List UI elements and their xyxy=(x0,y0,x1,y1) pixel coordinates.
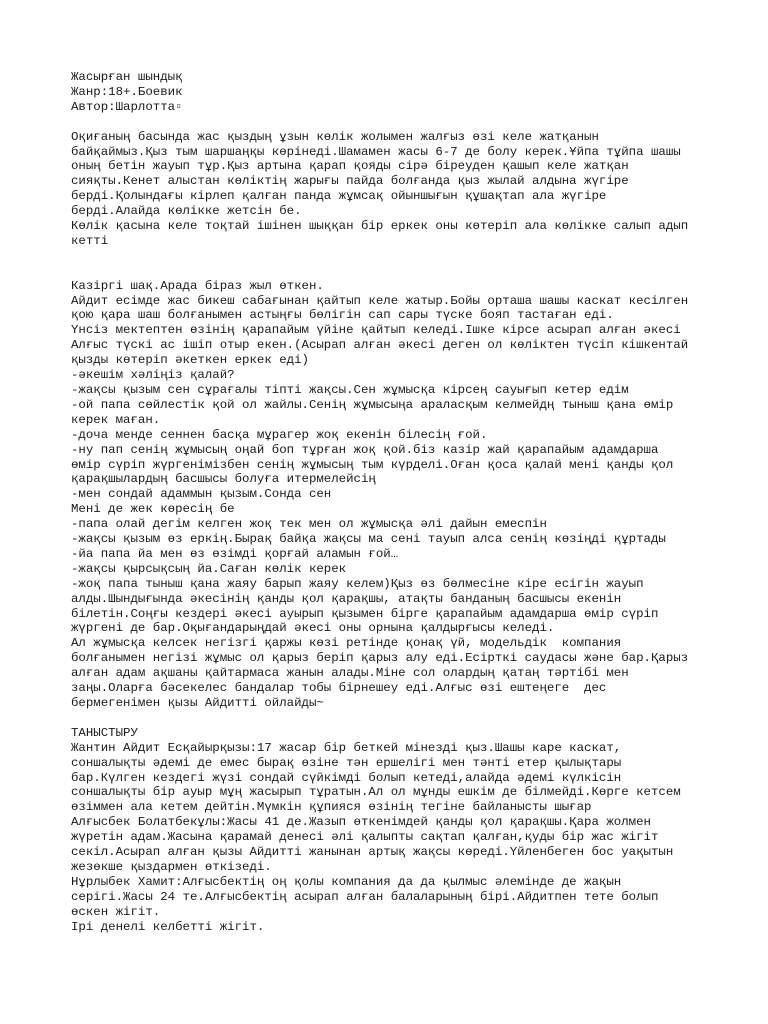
text-line: бермегенімен қызы Айдитті ойлайды~ xyxy=(71,696,324,711)
text-line: алған адам ақшаны қайтармаса жанын алады.Міне сол олардың қатаң тәртібі мен xyxy=(71,666,629,681)
text-line: Мені де жек көресің бе xyxy=(71,502,235,517)
text-line: оның бетін жауып тұр.Қыз артына қарап қояды сірә біреуден қашып келе жатқан xyxy=(71,159,629,174)
text-line: бар.Күлген кездегі жүзі сондай сүйкімді болып кетеді,алайда әдемі күлкісін xyxy=(71,770,622,785)
spacer xyxy=(71,115,711,130)
text-line: қою қара шаш болғанымен астыңғы бөлігін сап сары түске бояп тастаған еді. xyxy=(71,308,614,323)
text-line: Нұрлыбек Хамит:Алғысбектің оң қолы компания да да қылмыс әлемінде де жақын xyxy=(71,874,622,889)
text-line: Жантин Айдит Есқайырқызы:17 жасар бір беткей мінезді қыз.Шашы каре каскат, xyxy=(71,740,622,755)
prologue-section xyxy=(71,130,711,249)
text-line: серігі.Жасы 24 те.Алғысбектің асырап алған балаларының бірі.Айдитпен тете болып xyxy=(71,889,659,904)
text-line: секіл.Асырап алған қызы Айдитті жанынан артық жақсы көреді.Үйленбеген бос уақытын xyxy=(71,845,674,860)
document-page xyxy=(71,70,711,935)
spacer xyxy=(71,249,711,264)
text-line: -папа олай дегім келген жоқ тек мен ол жұмысқа әлі дайын емеспін xyxy=(71,517,547,532)
section-heading: ТАНЫСТЫРУ xyxy=(71,725,138,740)
text-line: қызды көтеріп әкеткен еркек еді) xyxy=(71,353,309,368)
text-line: болғанымен негізі жұмыс ол қарыз беріп қарыз алу еді.Есірткі саудасы және бар.Қарыз xyxy=(71,651,689,666)
text-line: өмір сүріп жүргенімізбен сенің жұмысың тым күрделі.Оған қоса қалай мені қанды қол xyxy=(71,457,674,472)
intro-section xyxy=(71,726,711,935)
text-line: жүретін адам.Жасына қарамай денесі әлі қалыпты сақтап қалған,қуды бір жас жігіт xyxy=(71,830,659,845)
text-line: сияқты.Кенет алыстан көліктің жарығы пайда болғанда қыз жылай алдына жүгіре xyxy=(71,174,629,189)
text-line: Ірі денелі келбетті жігіт. xyxy=(71,919,265,934)
text-line: Ал жұмысқа келсек негізгі қаржы көзі ретінде қонақ үй, модельдік компания xyxy=(71,636,622,651)
text-line: Айдит есімде жас бикеш сабағынан қайтып келе жатыр.Бойы орташа шашы каскат кесілген xyxy=(71,293,689,308)
text-line: -жақсы қырсықсың йа.Саған көлік керек xyxy=(71,561,347,576)
text-line: байқаймыз.Қыз тым шаршаңқы көрінеді.Шамамен жасы 6-7 де болу керек.Ұйпа тұйпа шашы xyxy=(71,144,681,159)
text-line: -жақсы қызым сен сұрағалы тіпті жақсы.Сен жұмысқа кірсең сауығып кетер едім xyxy=(71,382,629,397)
story-author: Автор:Шарлотта▫ xyxy=(71,99,183,114)
text-line: соншалықты бір ауыр мұң жасырып тұратын.Ал ол мұнды ешкім де білмейді.Көрге кетсем xyxy=(71,785,681,800)
text-line: -ой папа сөйлестік қой ол жайлы.Сенің жұмысыңа араласқым келмейдң тыныш қана өмір xyxy=(71,397,674,412)
text-line: Алғысбек Болатбекұлы:Жасы 41 де.Жазып өткенімдей қанды қол қарақшы.Қара жолмен xyxy=(71,815,651,830)
text-line: Казіргі шақ.Арада біраз жыл өткен. xyxy=(71,278,324,293)
text-line: өскен жігіт. xyxy=(71,904,161,919)
text-line: -доча менде сеннен басқа мұрагер жоқ екенін білесің ғой. xyxy=(71,427,488,442)
story-genre: Жанр:18+.Боевик xyxy=(71,84,183,99)
text-line: білетін.Соңғы кездері әкесі ауырып қызымен бірге қарапайым адамдарша өмір сүріп xyxy=(71,606,659,621)
text-line: -жоқ папа тыныш қана жаяу барып жаяу келем)Қыз өз бөлмесіне кіре есігін жауып xyxy=(71,576,644,591)
text-line: алды.Шындығында әкесінің қанды қол қарақшы, атақты банданың басшысы екенін xyxy=(71,591,622,606)
spacer xyxy=(71,264,711,279)
present-section xyxy=(71,279,711,711)
text-line: өзіммен ала кетем дейтін.Мүмкін құпияся өзінің тегіне байланысты шығар xyxy=(71,800,592,815)
text-line: заңы.Оларға бәсекелес бандалар тобы бірнешеу еді.Алғыс өзі ештеңеге дес xyxy=(71,681,607,696)
text-line: кетті xyxy=(71,233,109,248)
text-line: керек маған. xyxy=(71,412,161,427)
text-line: -ну пап сенің жұмысың оңай боп тұрған жоқ қой.біз казір жай қарапайым адамдарша xyxy=(71,442,659,457)
text-line: Алғыс түскі ас ішіп отыр екен.(Асырап алған әкесі деген ол көліктен түсіп кішкентай xyxy=(71,338,689,353)
text-line: -жақсы қызым өз еркің.Бырақ байқа жақсы ма сені тауып алса сенің көзіңді құртады xyxy=(71,532,666,547)
text-line: қарақшылардың басшысы болуға итермелейсің xyxy=(71,472,376,487)
text-line: -әкешім хәліңіз қалай? xyxy=(71,368,235,383)
text-line: жезөкше қыздармен өткізеді. xyxy=(71,859,272,874)
text-line: жүргені де бар.Оқығандарыңдай әкесі оны орнына қалдырғысы келеді. xyxy=(71,621,555,636)
text-line: Оқиғаның басында жас қыздың ұзын көлік жолымен жалғыз өзі келе жатқанын xyxy=(71,129,599,144)
text-line: -йа папа йа мен өз өзімді қорғай аламын ғой… xyxy=(71,546,399,561)
story-title: Жасырған шындық xyxy=(71,70,183,84)
text-line: -мен сондай адаммын қызым.Сонда сен xyxy=(71,487,332,502)
text-line: берді.Қолындағы кірлеп қалған панда жұмсақ ойыншығын құшақтап ала жүгіре xyxy=(71,189,607,204)
text-line: Көлік қасына келе тоқтай ішінен шыққан бір еркек оны көтеріп ала көлікке салып адып xyxy=(71,219,689,234)
text-line: Үнсіз мектептен өзінің қарапайым үйіне қайтып келеді.Ішке кірсе асырап алған әкесі xyxy=(71,323,681,338)
text-line: берді.Алайда көлікке жетсін бе. xyxy=(71,204,302,219)
spacer xyxy=(71,711,711,726)
text-line: соншалықты әдемі де емес бырақ өзіне тән ершелігі мен тәнті етер қылықтары xyxy=(71,755,622,770)
